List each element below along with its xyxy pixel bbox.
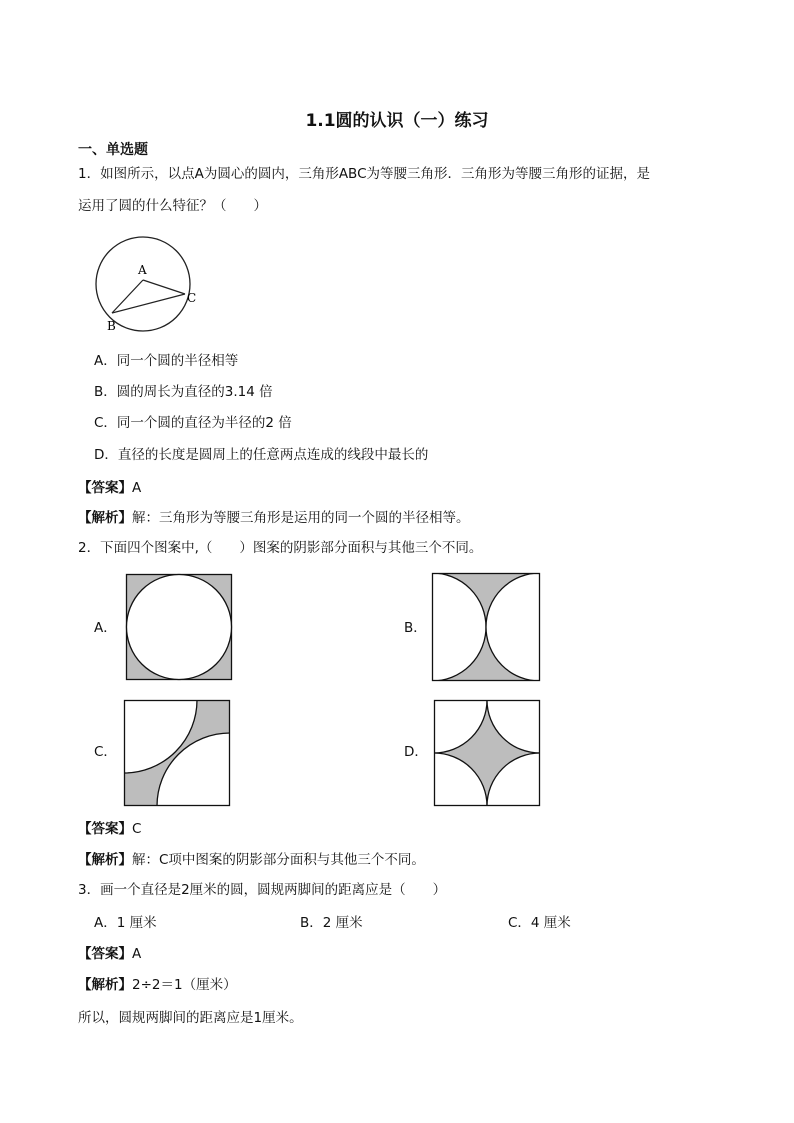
q3-option-c: C．4 厘米 [508,915,571,931]
q1-stem-line2: 运用了圆的什么特征？（ ） [78,198,267,214]
q1-option-d: D．直径的长度是圆周上的任意两点连成的线段中最长的 [94,447,429,463]
q3-option-a: A．1 厘米 [94,915,157,931]
q1-segment-ab [112,280,143,313]
q2-analysis-text: 解：C项中图案的阴影部分面积与其他三个不同。 [132,852,425,868]
q2-figure-d [434,700,540,806]
q2-figure-a [126,574,232,680]
q2-a-circle [127,575,232,680]
q3-analysis-label: 【解析】 [78,977,132,993]
q3-answer-label: 【答案】 [78,946,132,962]
q2-analysis [78,850,425,870]
q1-label-a: A [138,263,147,277]
q2-answer-label: 【答案】 [78,821,132,837]
q2-figure-b-label: B． [404,620,427,636]
q2-answer [78,819,141,839]
q3-conclusion: 所以，圆规两脚间的距离应是1厘米。 [78,1010,303,1026]
q1-option-c: C．同一个圆的直径为半径的2 倍 [94,415,292,431]
q1-analysis [78,508,470,528]
q1-stem-line1: 1．如图所示，以点A为圆心的圆内，三角形ABC为等腰三角形．三角形为等腰三角形的证据，是 [78,166,651,182]
q3-analysis [78,975,237,995]
section-heading: 一、单选题 [78,142,148,158]
q2-answer-value: C [132,821,142,837]
q1-circle [96,237,190,331]
q1-analysis-text: 解：三角形为等腰三角形是运用的同一个圆的半径相等。 [132,510,470,526]
q2-figure-c-label: C． [94,744,117,760]
q3-answer [78,944,141,964]
q1-circle-figure [95,236,205,336]
q1-answer-label: 【答案】 [78,480,132,496]
q1-segment-ac [143,280,185,294]
q2-analysis-label: 【解析】 [78,852,132,868]
q1-option-a: A．同一个圆的半径相等 [94,353,239,369]
q3-option-b: B．2 厘米 [300,915,363,931]
q1-answer [78,478,141,498]
q2-figure-c [124,700,230,806]
q2-figure-a-label: A． [94,620,117,636]
q3-analysis-text: 2÷2＝1（厘米） [132,977,237,993]
q3-stem: 3．画一个直径是2厘米的圆，圆规两脚间的距离应是（ ） [78,882,447,898]
q1-label-c: C [187,291,197,305]
q2-figure-b [432,573,540,681]
q2-figure-d-label: D． [404,744,428,760]
q3-answer-value: A [132,946,142,962]
q1-segment-bc [112,294,185,313]
q1-label-b: B [107,319,116,333]
q1-analysis-label: 【解析】 [78,510,132,526]
q1-answer-value: A [132,480,142,496]
page-title: 1.1圆的认识（一）练习 [305,111,489,131]
q1-option-b: B．圆的周长为直径的3.14 倍 [94,384,273,400]
q2-stem: 2．下面四个图案中,（ ）图案的阴影部分面积与其他三个不同。 [78,540,483,556]
